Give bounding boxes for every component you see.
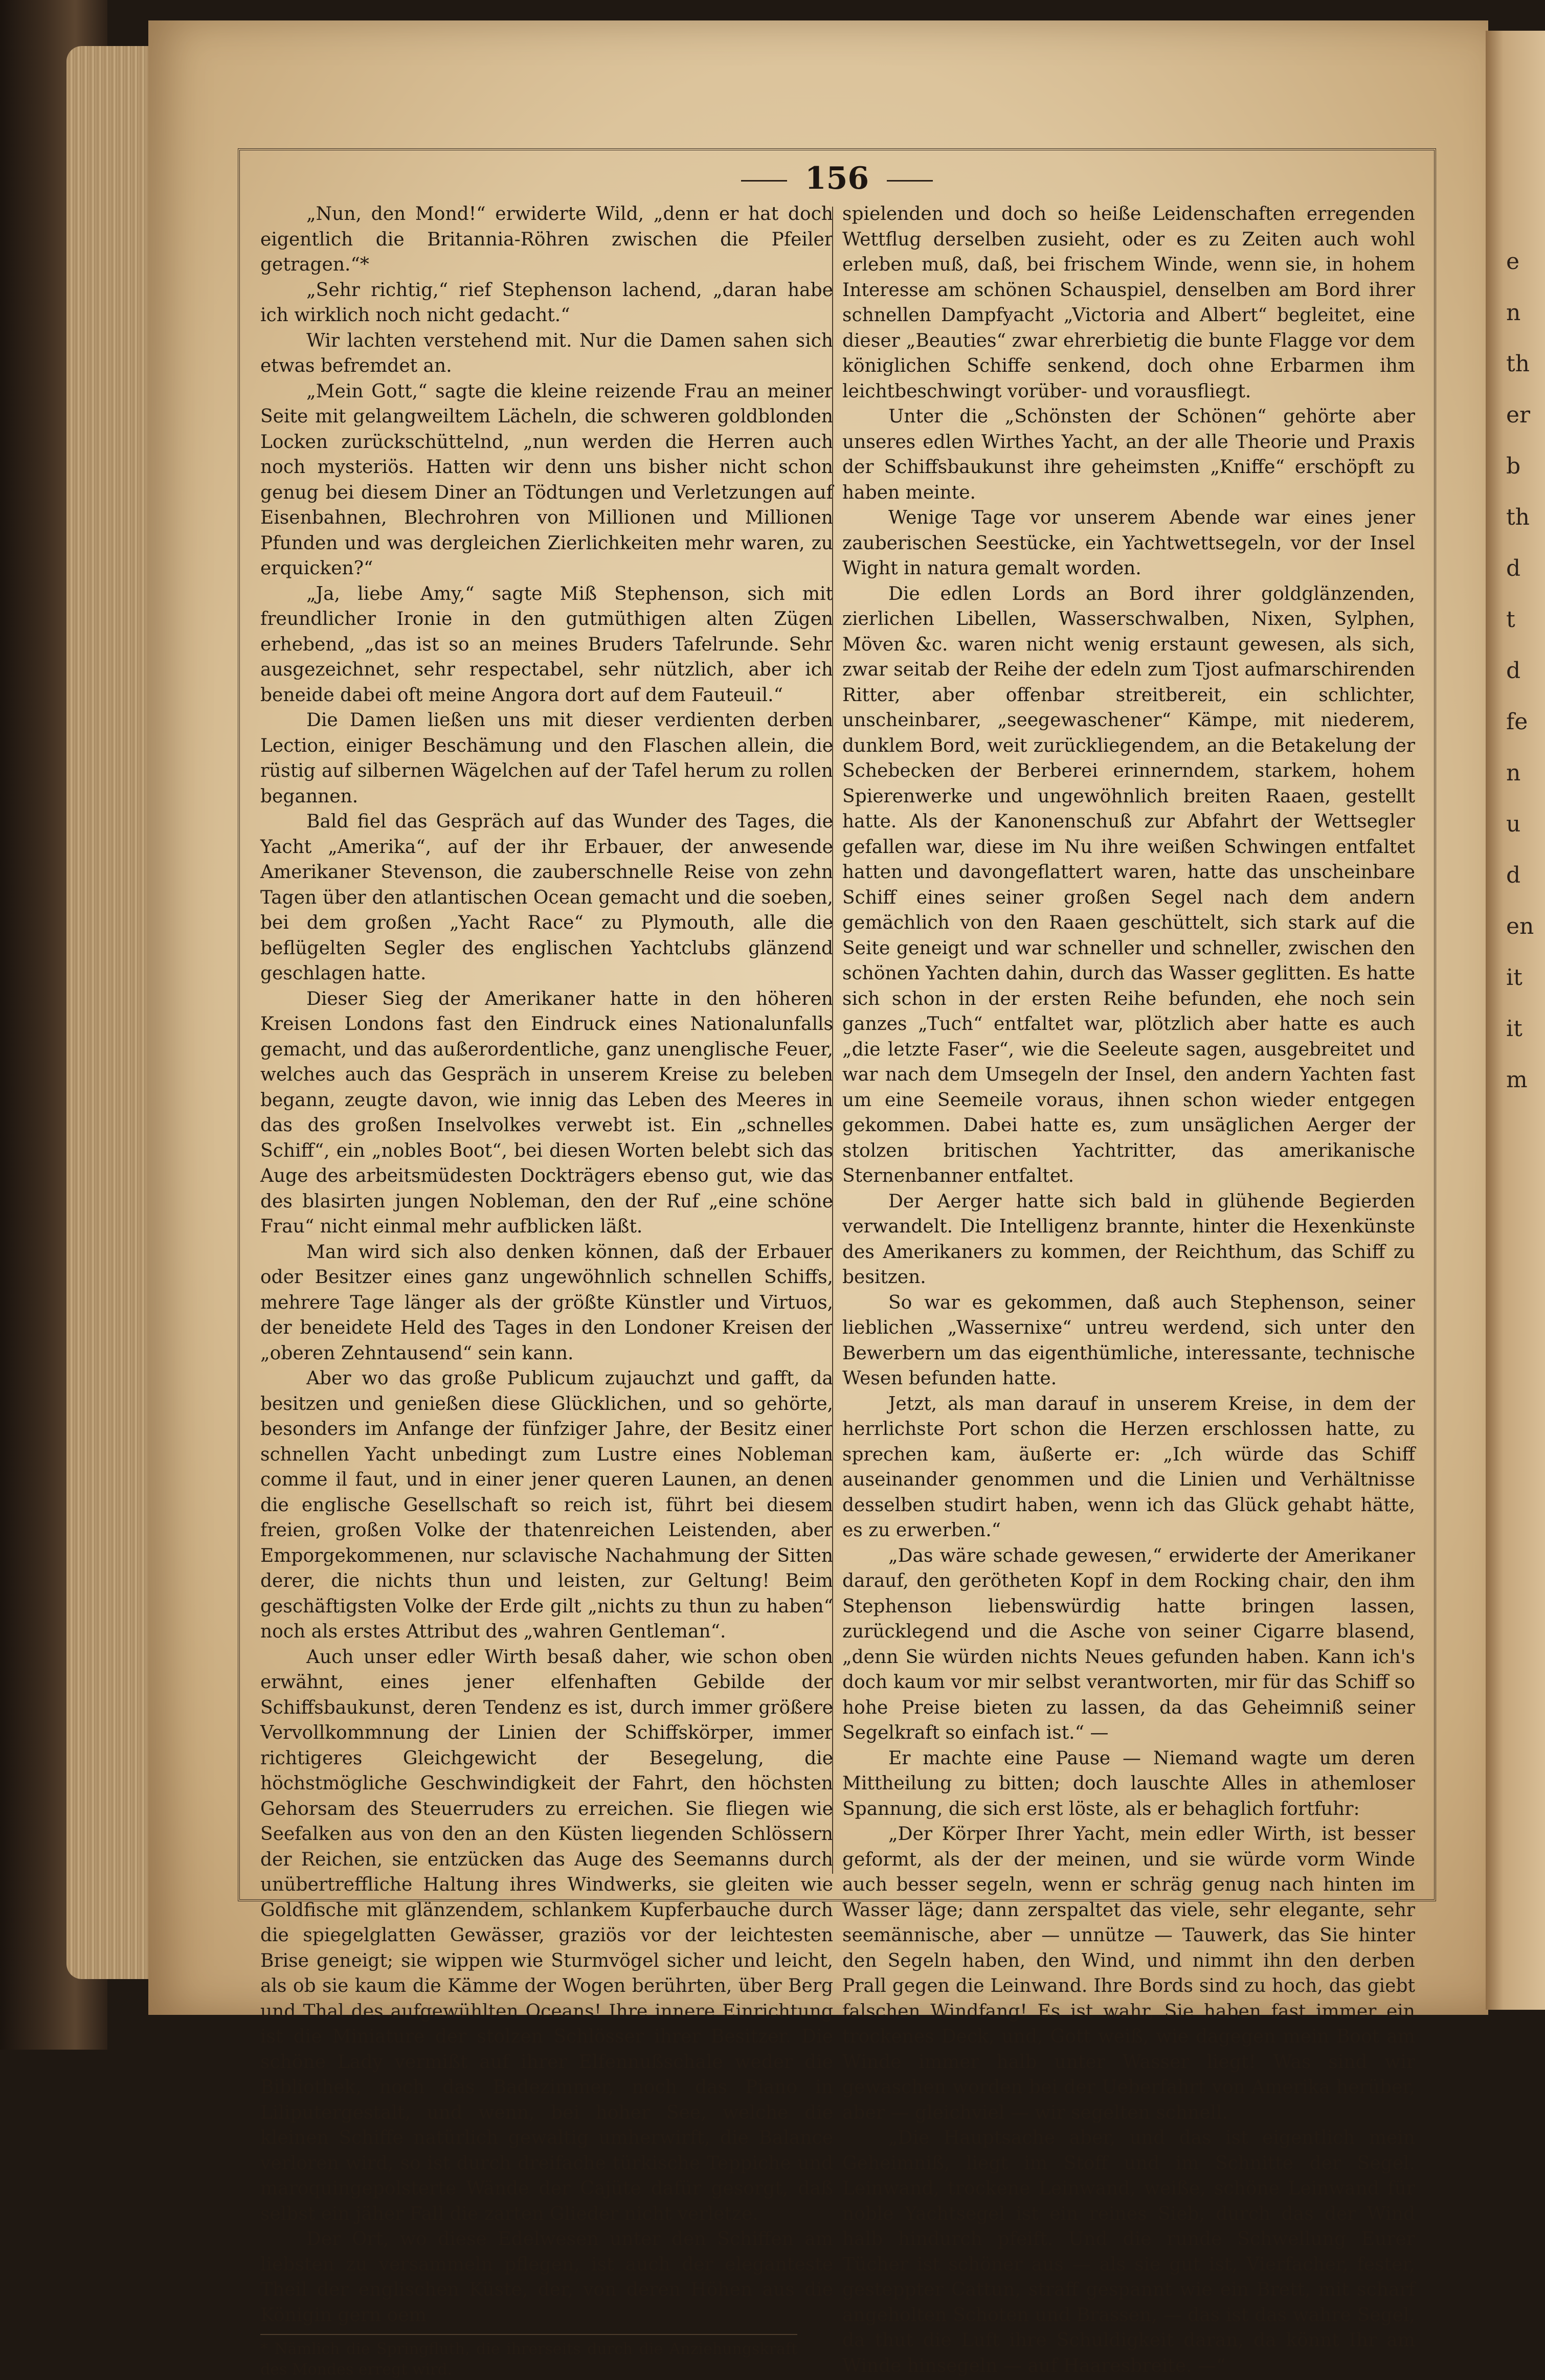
paragraph: „Nun, den Mond!“ erwiderte Wild, „denn er hat doch eigentlich die Britannia-Röhren zwischen die Pfeiler getragen.“* (260, 204, 833, 275)
text-frame (238, 148, 1436, 2378)
paragraph: So war es gekommen, daß auch Stephenson, seiner lieblichen „Wassernixe“ untreu werdend, sich unter den Bewerbern um das eigenthümliche, interessante, technische Wesen befunden hatte. (842, 1292, 1415, 1389)
facing-page-fragment: it (1506, 964, 1522, 991)
paragraph: Die edlen Lords an Bord ihrer goldglänzenden, zierlichen Libellen, Wasserschwalben, Nixen, Sylphen, Möven &c. waren nicht wenig erstaunt gewesen, als sich, zwar seitab der Reihe der edeln zum Tjost aufmarschirenden Ritter, aber offenbar streitbereit, ein schlichter, unscheinbarer, „seegewaschener“ Kämpe, mit niederem, dunklem Bord, weit zurückliegendem, an die Betakelung der Schebecken der Berberei erinnerndem, starkem, hohem Spierenwerke und ungewöhnlich breiten Raaen, gestellt hatte. Als der Kanonenschuß zur Abfahrt der Wettsegler gefallen war, diese im Nu ihre weißen Schwingen entfaltet hatten und davongeflattert waren, hatte das unscheinbare Schiff eines seiner großen Segel nach dem andern gemächlich von den Raaen geschüttelt, sich stark auf die Seite geneigt und war schneller und schneller, zwischen den schönen Yachten dahin, durch das Wasser geglitten. Es hatte sich schon in der ersten Reihe befunden, ehe noch sein ganzes „Tuch“ entfaltet war, plötzlich aber hatte es auch „die letzte Faser“, wie die Seeleute sagen, ausgebreitet und war nach dem Umsegeln der Insel, den andern Yachten fast um eine Seemeile voraus, ihnen schon wieder entgegen gekommen. Dabei hatte es, zum unsäglichen Aerger der stolzen britischen Yachtritter, das amerikanische Sternenbanner entfaltet. (842, 583, 1415, 1186)
paragraph: Der Ort, wo diese Edelwesen unter den Schiffen am liebsten zu versammeln pflegen, ist auch der eleganteste Theil der englischen Küste, der, von deren Höhen aus die Königin gern oem (260, 2229, 833, 2326)
facing-page-fragment: it (1506, 1016, 1522, 1042)
paragraph: spielenden und doch so heiße Leidenschaften erregenden Wettflug derselben zusieht, oder es zu Zeiten auch wohl erleben muß, daß, bei frischem Winde, wenn sie, in hohem Interesse am schönen Schauspiel, denselben am Bord ihrer schnellen Dampfyacht „Victoria and Albert“ begleitet, eine dieser „Beauties“ zwar ehrerbietig die bunte Flagge vor dem königlichen Schiffe senkend, doch ohne Erbarmen ihm leichtbeschwingt vorüber- und vorausfliegt. (842, 204, 1415, 402)
paragraph: Dieser Sieg der Amerikaner hatte in den höheren Kreisen Londons fast den Eindruck eines Nationalunfalls gemacht, und das außerordentliche, ganz unenglische Feuer, welches auch das Gespräch in unserem Kreise zu beleben begann, zeugte davon, wie innig das Leben des Meeres in das des großen Inselvolkes verwebt ist. Ein „schnelles Schiff“, ein „nobles Boot“, bei diesen Worten belebt sich das Auge des arbeitsmüdesten Dockträgers ebenso gut, wie das des blasirten jungen Nobleman, den der Ruf „eine schöne Frau“ nicht einmal mehr aufblicken läßt. (260, 988, 833, 1237)
paragraph: „Die Hauptsache aber, und das ist eigentlich mein Geheimniß, liegt im Stoff und im Schnitte der Segel. Leinwand, trockene Leinwand, weiße, schöne Leinwand für noble Yachtsegel ist ein reines Sieb, durch das der Wind halb hindurch pfeift. Und die runde Schwellung Eurer Tücher ist schöner aus — als sie gut ist, Vierfacher, fester, gesteppter Cattun, straff gespannt wie ein Brett, mit scharf angeholten Schoten und Brassen, — das ist das wahre Segel, da thut die Luft ihre Schuldigkeit daran, da könnt Ihr am Winde hinsegeln — auf Haaresbreite. —“ (842, 2127, 1415, 2376)
paragraph: „Ja, liebe Amy,“ sagte Miß Stephenson, sich mit freundlicher Ironie in den gutmüthigen alten Zügen erhebend, „das ist so an meines Bruders Tafelrunde. Sehr ausgezeichnet, sehr respectabel, sehr nützlich, aber ich beneide dabei oft meine Angora dort auf dem Fauteuil.“ (260, 583, 833, 706)
paragraph: „Der Körper Ihrer Yacht, mein edler Wirth, ist besser geformt, als der der meinen, und sie würde vorm Winde auch besser segeln, wenn er schräg genug nach hinten im Wasser läge; dann zerspaltet das viele, sehr elegante, sehr seemännische, aber — unnütze — Tauwerk, das Sie hinter den Segeln haben, den Wind, und nimmt ihn den derben Prall gegen die Leinwand. Ihre Bords sind zu hoch, das giebt falschen Windfang! Es ist wahr, Sie haben fast immer ein trockenes Deck, und, Gott weiß, wie dagegen mein Boot am Winde immer halb unter Wasser liegt! Was sind wir gewaschen worden bei der Ueberfahrt von Amerika herüber, aber — gleichviel — wir segelten schnell. (842, 1824, 1415, 2123)
right-column (842, 201, 1415, 2378)
paragraph: Jetzt, als man darauf in unserem Kreise, in dem der herrlichste Port schon die Herzen erschlossen hatte, zu sprechen kam, äußerte er: „Ich würde das Schiff auseinander genommen und die Linien und Verhältnisse desselben studirt haben, wenn ich das Glück gehabt hätte, es zu erwerben.“ (842, 1393, 1415, 1541)
paragraph: Wenige Tage vor unserem Abende war eines jener zauberischen Seestücke, ein Yachtwettsegeln, vor der Insel Wight in natura gemalt worden. (842, 507, 1415, 579)
facing-page-fragment: t (1506, 607, 1515, 633)
facing-page-fragment: fe (1506, 709, 1528, 735)
page-header (240, 161, 1434, 196)
facing-page-fragment: u (1506, 811, 1521, 837)
facing-page-fragment: th (1506, 351, 1530, 377)
paragraph: Wir lachten verstehend mit. Nur die Damen sahen sich etwas befremdet an. (260, 330, 833, 376)
facing-page-fragment: d (1506, 862, 1521, 888)
facing-page-fragment: e (1506, 249, 1520, 275)
facing-page-fragment: th (1506, 504, 1530, 530)
paragraph: Bald fiel das Gespräch auf das Wunder des Tages, die Yacht „Amerika“, auf der ihr Erbauer, der anwesende Amerikaner Stevenson, die zauberschnelle Reise von zehn Tagen über den atlantischen Ocean gemacht und die soeben, bei dem großen „Yacht Race“ zu Plymouth, alle die beflügelten Segler des englischen Yachtclubs glänzend geschlagen hatte. (260, 811, 833, 984)
left-column (260, 201, 833, 2380)
paragraph: „Das wäre schade gewesen,“ erwiderte der Amerikaner darauf, den gerötheten Kopf in dem Rocking chair, den ihm Stephenson liebenswürdig hatte bringen lassen, zurücklegend und die Asche von seiner Cigarre blasend, „denn Sie würden nichts Neues gefunden haben. Kann ich's doch kaum vor mir selbst verantworten, mir für das Schiff so hohe Preise bieten zu lassen, da das Geheimniß seiner Segelkraft so einfach ist.“ — (842, 1545, 1415, 1743)
column-divider (832, 207, 833, 1874)
paragraph: „Mein Gott,“ sagte die kleine reizende Frau an meiner Seite mit gelangweiltem Lächeln, die schweren goldblonden Locken zurückschüttelnd, „nun werden die Herren auch noch mysteriös. Hatten wir denn uns bisher nicht schon genug bei diesem Diner an Tödtungen und Verletzungen auf Eisenbahnen, Blechrohren von Millionen und Millionen Pfunden und was dergleichen Zierlichkeiten mehr waren, zu erquicken?“ (260, 380, 833, 579)
facing-page-fragment: er (1506, 402, 1531, 428)
facing-page-fragment: n (1506, 300, 1521, 326)
paragraph: Auch unser edler Wirth besaß daher, wie schon oben erwähnt, eines jener elfenhaften Gebilde der Schiffsbaukunst, deren Tendenz es ist, durch immer größere Vervollkommnung der Linien der Schiffskörper, immer richtigeres Gleichgewicht der Besegelung, die höchstmögliche Geschwindigkeit der Fahrt, den höchsten Gehorsam des Steuerruders zu erreichen. Sie fliegen wie Seefalken aus von den an den Küsten liegenden Schlössern der Reichen, sie entzücken das Auge des Seemanns durch unübertreffliche Haltung ihres Windwerks, sie gleiten wie Goldfische mit glänzendem, schlankem Kupferbauche durch die spiegelglatten Gewässer, graziös vor der leichtesten Brise geneigt; sie wippen wie Sturmvögel sicher und leicht, als ob sie kaum die Kämme der Wogen berührten, über Berg und Thal des aufgewühlten Oceans! Ihre innere Einrichtung ist die Miniature der stolzen Schlösser ihrer Besitzer. Die schöne Lady vermißt auf ihrer Elfennußschale weder die Bibliothek, noch das Badezimmer, noch das Piano in Liliputergestalt, und wenn, bei hoher See, welche die kleinen Schiffe natürlich gewaltig umherwirft, die Balance verloren wird, so ist durch dreifache türkische Teppiche und maroquingepolsterte Wände der Cajüte dafür gesorgt, daß selbst ein jäher Fall die zarten Glieder nicht verletze. (260, 1646, 833, 2225)
facing-page-fragment: b (1506, 453, 1521, 479)
facing-page-edge (1486, 31, 1545, 2010)
facing-page-fragment: en (1506, 913, 1534, 939)
footnote: * Nämlich die Springfluth, die ihrerseits durch die Anziehungskraft des Mondes erregt wird. (260, 2334, 797, 2380)
facing-page-fragment: d (1506, 658, 1521, 684)
header-rule-left (741, 180, 787, 182)
facing-page-fragment: d (1506, 555, 1521, 581)
facing-page-fragment: n (1506, 760, 1521, 786)
facing-page-fragment: m (1506, 1067, 1528, 1093)
page-number: 156 (804, 161, 869, 196)
paragraph: Man wird sich also denken können, daß der Erbauer oder Besitzer eines ganz ungewöhnlich schnellen Schiffs, mehrere Tage länger als der größte Künstler und Virtuos, der beneidete Held des Tages in den Londoner Kreisen der „oberen Zehntausend“ sein kann. (260, 1241, 833, 1364)
paragraph: Unter die „Schönsten der Schönen“ gehörte aber unseres edlen Wirthes Yacht, an der alle Theorie und Praxis der Schiffsbaukunst ihre geheimsten „Kniffe“ erschöpft zu haben meinte. (842, 406, 1415, 503)
paragraph: Die Damen ließen uns mit dieser verdienten derben Lection, einiger Beschämung und den Flaschen allein, die rüstig auf silbernen Wägelchen auf der Tafel herum zu rollen begannen. (260, 710, 833, 807)
header-rule-right (887, 180, 933, 182)
paragraph: Der Aerger hatte sich bald in glühende Begierden verwandelt. Die Intelligenz brannte, hinter die Hexenkünste des Amerikaners zu kommen, der Reichthum, das Schiff zu besitzen. (842, 1191, 1415, 1288)
paragraph: Aber wo das große Publicum zujauchzt und gafft, da besitzen und genießen diese Glücklichen, und so gehörte, besonders im Anfange der fünfziger Jahre, der Besitz einer schnellen Yacht unbedingt zum Lustre eines Nobleman comme il faut, und in einer jener queren Launen, an denen die englische Gesellschaft so reich ist, führt bei diesem freien, großen Volke der thatenreichen Leistenden, aber Emporgekommenen, nur sclavische Nachahmung der Sitten derer, die nichts thun und leisten, zur Geltung! Beim geschäftigsten Volke der Erde gilt „nichts zu thun zu haben“ noch als erstes Attribut des „wahren Gentleman“. (260, 1368, 833, 1642)
paragraph: „Sehr richtig,“ rief Stephenson lachend, „daran habe ich wirklich noch nicht gedacht.“ (260, 279, 833, 326)
paragraph: Er machte eine Pause — Niemand wagte um deren Mittheilung zu bitten; doch lauschte Alles in athemloser Spannung, die sich erst löste, als er behaglich fortfuhr: (842, 1747, 1415, 1820)
